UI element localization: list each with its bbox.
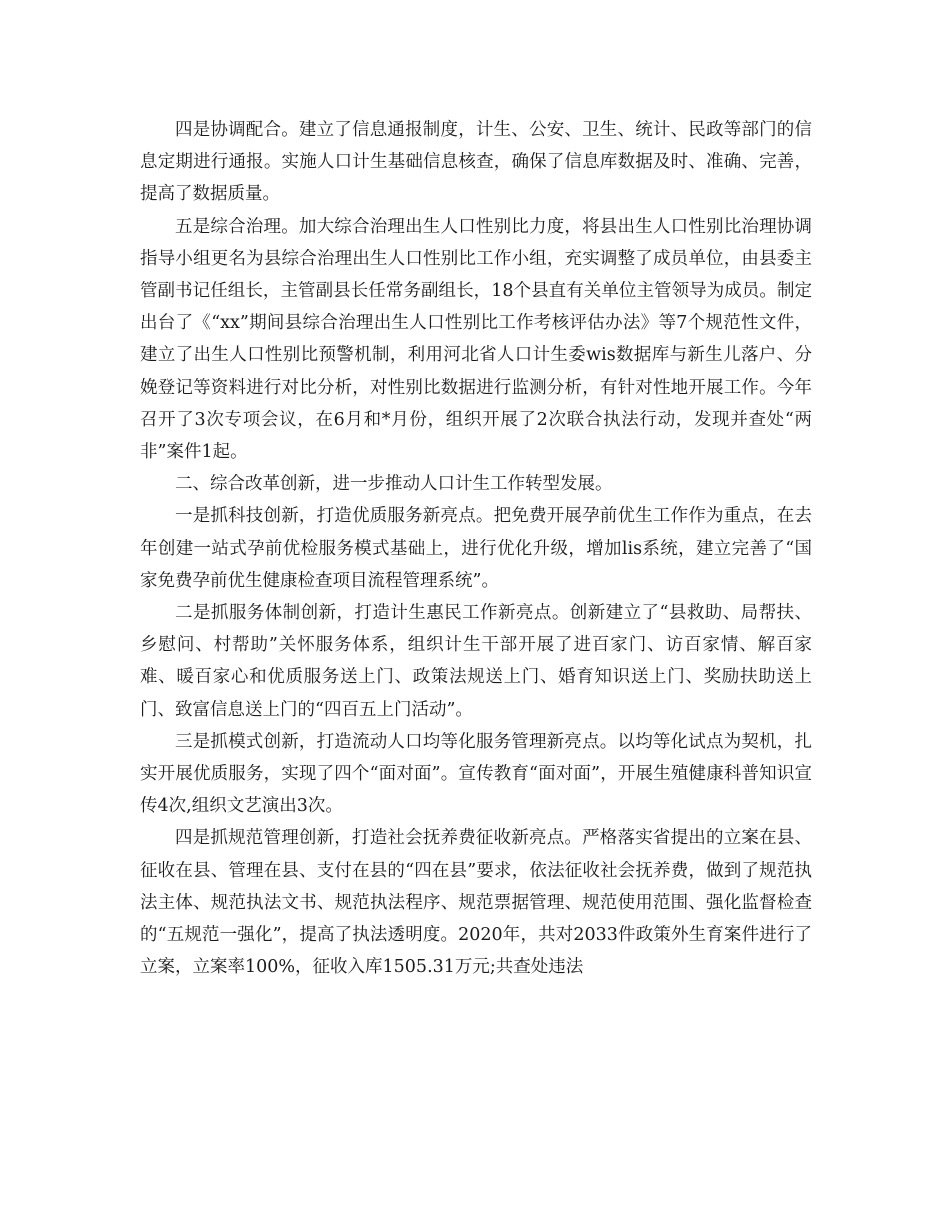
paragraph-service-system-innovation: 二是抓服务体制创新，打造计生惠民工作新亮点。创新建立了“县救助、局帮扶、乡慰问、村帮助”关怀服务体系，组织计生干部开展了进百家门、访百家情、解百家难、暖百家心和优质服务送上门、政策法规送上门、婚育知识送上门、奖励扶助送上门、致富信息送上门的“四百五上门活动”。 [140,603,812,720]
document-body [140,114,812,983]
paragraph-comprehensive-governance: 五是综合治理。加大综合治理出生人口性别比力度，将县出生人口性别比治理协调指导小组更名为县综合治理出生人口性别比工作小组，充实调整了成员单位，由县委主管副书记任组长，主管副县长任常务副组长，18个县直有关单位主管领导为成员。制定出台了《“xx”期间县综合治理出生人口性别比工作考核评估办法》等7个规范性文件，建立了出生人口性别比预警机制，利用河北省人口计生委wis数据库与新生儿落户、分娩登记等资料进行对比分析，对性别比数据进行监测分析，有针对性地开展工作。今年召开了3次专项会议，在6月和*月份，组织开展了2次联合执法行动，发现并查处“两非”案件1起。 [140,216,812,463]
paragraph-model-innovation: 三是抓模式创新，打造流动人口均等化服务管理新亮点。以均等化试点为契机，扎实开展优质服务，实现了四个“面对面”。宣传教育“面对面”，开展生殖健康科普知识宣传4次,组织文艺演出3次。 [140,731,812,817]
section-heading-reform-innovation: 二、综合改革创新，进一步推动人口计生工作转型发展。 [175,474,613,495]
paragraph-management-innovation: 四是抓规范管理创新，打造社会抚养费征收新亮点。严格落实省提出的立案在县、征收在县、管理在县、支付在县的“四在县”要求，依法征收社会抚养费，做到了规范执法主体、规范执法文书、规范执法程序、规范票据管理、规范使用范围、强化监督检查的“五规范一强化”，提高了执法透明度。2020年，共对2033件政策外生育案件进行了立案，立案率100%，征收入库1505.31万元;共查处违法 [140,828,812,978]
paragraph-coordination: 四是协调配合。建立了信息通报制度，计生、公安、卫生、统计、民政等部门的信息定期进行通报。实施人口计生基础信息核查，确保了信息库数据及时、准确、完善，提高了数据质量。 [140,120,812,205]
paragraph-tech-innovation: 一是抓科技创新，打造优质服务新亮点。把免费开展孕前优生工作作为重点，在去年创建一站式孕前优检服务模式基础上，进行优化升级，增加lis系统，建立完善了“国家免费孕前优生健康检查项目流程管理系统”。 [140,506,812,591]
